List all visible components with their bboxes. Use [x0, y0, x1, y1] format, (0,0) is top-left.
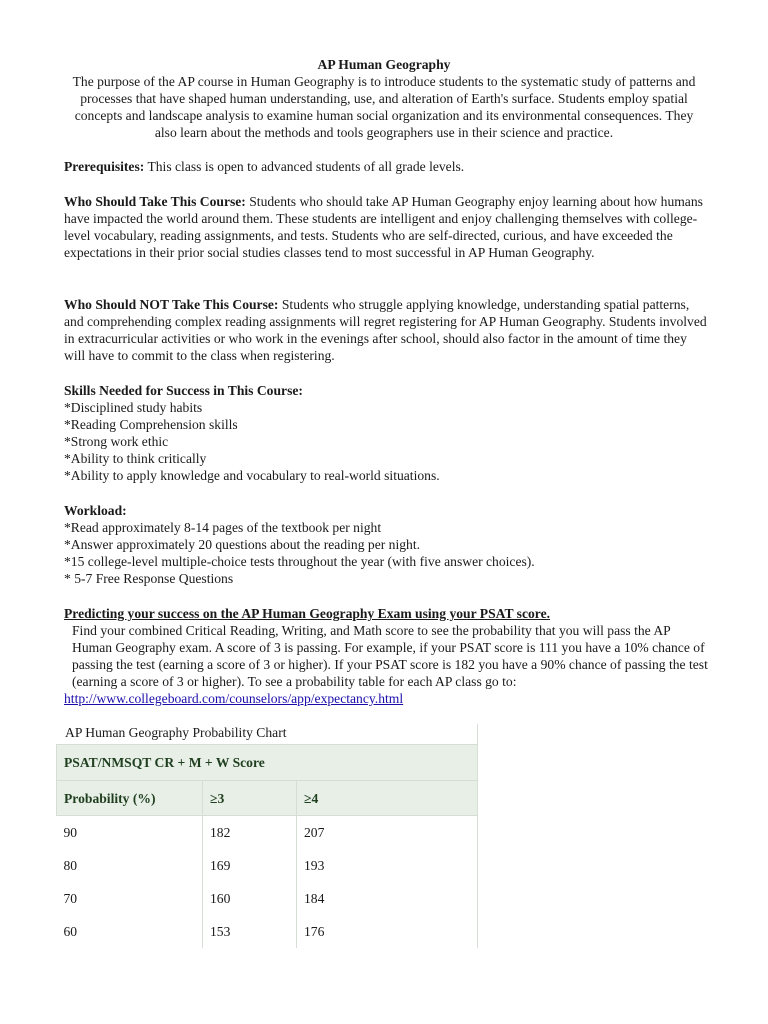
- intro-paragraph: The purpose of the AP course in Human Geography is to introduce students to the systematic study of patterns and processes that have shaped human understanding, use, and alteration of Earth's surface. Students employ spatial concepts and landscape analysis to examine human social organization and its environmental consequences. They also learn about the methods and tools geographers use in their science and practice.: [72, 74, 696, 140]
- table-cell: 184: [297, 882, 478, 915]
- table-header-row: [57, 745, 478, 781]
- workload-item: *Answer approximately 20 questions about the reading per night.: [64, 537, 420, 552]
- table-cell: 176: [297, 915, 478, 948]
- workload-item: *Read approximately 8-14 pages of the textbook per night: [64, 520, 382, 535]
- column-header-ge3: ≥3: [203, 781, 297, 816]
- table-row: [57, 915, 478, 948]
- who-should-not-section: [64, 296, 708, 364]
- who-should-label: Who Should Take This Course:: [64, 194, 246, 209]
- who-should-not-label: Who Should NOT Take This Course:: [64, 297, 279, 312]
- table-cell: 90: [57, 816, 203, 850]
- skills-section: [64, 382, 708, 484]
- skills-item: *Reading Comprehension skills: [64, 417, 238, 432]
- probability-chart: [56, 724, 478, 948]
- workload-section: [64, 502, 708, 587]
- who-should-section: [64, 193, 708, 261]
- column-header-probability: Probability (%): [57, 781, 203, 816]
- table-cell: 169: [203, 849, 297, 882]
- table-row: [57, 816, 478, 850]
- table-row: [57, 882, 478, 915]
- workload-item: *15 college-level multiple-choice tests throughout the year (with five answer choices).: [64, 554, 535, 569]
- predicting-text: Find your combined Critical Reading, Writing, and Math score to see the probability that you will pass the AP Human Geography exam. A score of 3 is passing. For example, if your PSAT score is 111 you have a 10% chance of passing the test (earning a score of 3 or higher). If your PSAT score is 182 you have a 90% chance of passing the test (earning a score of 3 or higher). To see a probability table for each AP class go to:: [72, 623, 708, 689]
- predicting-section: [64, 605, 708, 707]
- predicting-heading: Predicting your success on the AP Human Geography Exam using your PSAT score.: [64, 606, 551, 621]
- prerequisites-text: This class is open to advanced students of all grade levels.: [144, 159, 465, 174]
- table-header-cell: PSAT/NMSQT CR + M + W Score: [57, 745, 478, 781]
- chart-caption: AP Human Geography Probability Chart: [56, 724, 478, 744]
- table-cell: 193: [297, 849, 478, 882]
- column-header-ge4: ≥4: [297, 781, 478, 816]
- page-title: AP Human Geography: [317, 57, 451, 72]
- table-row: [57, 849, 478, 882]
- skills-item: *Disciplined study habits: [64, 400, 203, 415]
- skills-item: *Strong work ethic: [64, 434, 169, 449]
- skills-label: Skills Needed for Success in This Course:: [64, 383, 303, 398]
- collegeboard-link[interactable]: http://www.collegeboard.com/counselors/app/expectancy.html: [64, 691, 404, 706]
- probability-table: [56, 744, 478, 948]
- table-column-row: [57, 781, 478, 816]
- who-should-not-text: Students who struggle applying knowledge, understanding spatial patterns, and comprehending complex reading assignments will regret registering for AP Human Geography. Students involved in extracurricular activities or who work in the evenings after school, should also factor in the amount of time they will have to commit to the class when registering.: [64, 297, 707, 363]
- who-should-text: Students who should take AP Human Geography enjoy learning about how humans have impacted the world around them. These students are intelligent and enjoy challenging themselves with college-level vocabulary, reading assignments, and tests. Students who are self-directed, curious, and have exceeded the expectations in their prior social studies classes tend to most successful in AP Human Geography.: [64, 194, 703, 260]
- table-cell: 60: [57, 915, 203, 948]
- workload-label: Workload:: [64, 503, 127, 518]
- table-cell: 182: [203, 816, 297, 850]
- skills-item: *Ability to apply knowledge and vocabulary to real-world situations.: [64, 468, 440, 483]
- table-cell: 80: [57, 849, 203, 882]
- table-cell: 153: [203, 915, 297, 948]
- table-cell: 207: [297, 816, 478, 850]
- table-cell: 70: [57, 882, 203, 915]
- table-cell: 160: [203, 882, 297, 915]
- skills-item: *Ability to think critically: [64, 451, 207, 466]
- prerequisites-section: [64, 158, 708, 175]
- workload-item: * 5-7 Free Response Questions: [64, 571, 234, 586]
- prerequisites-label: Prerequisites:: [64, 159, 145, 174]
